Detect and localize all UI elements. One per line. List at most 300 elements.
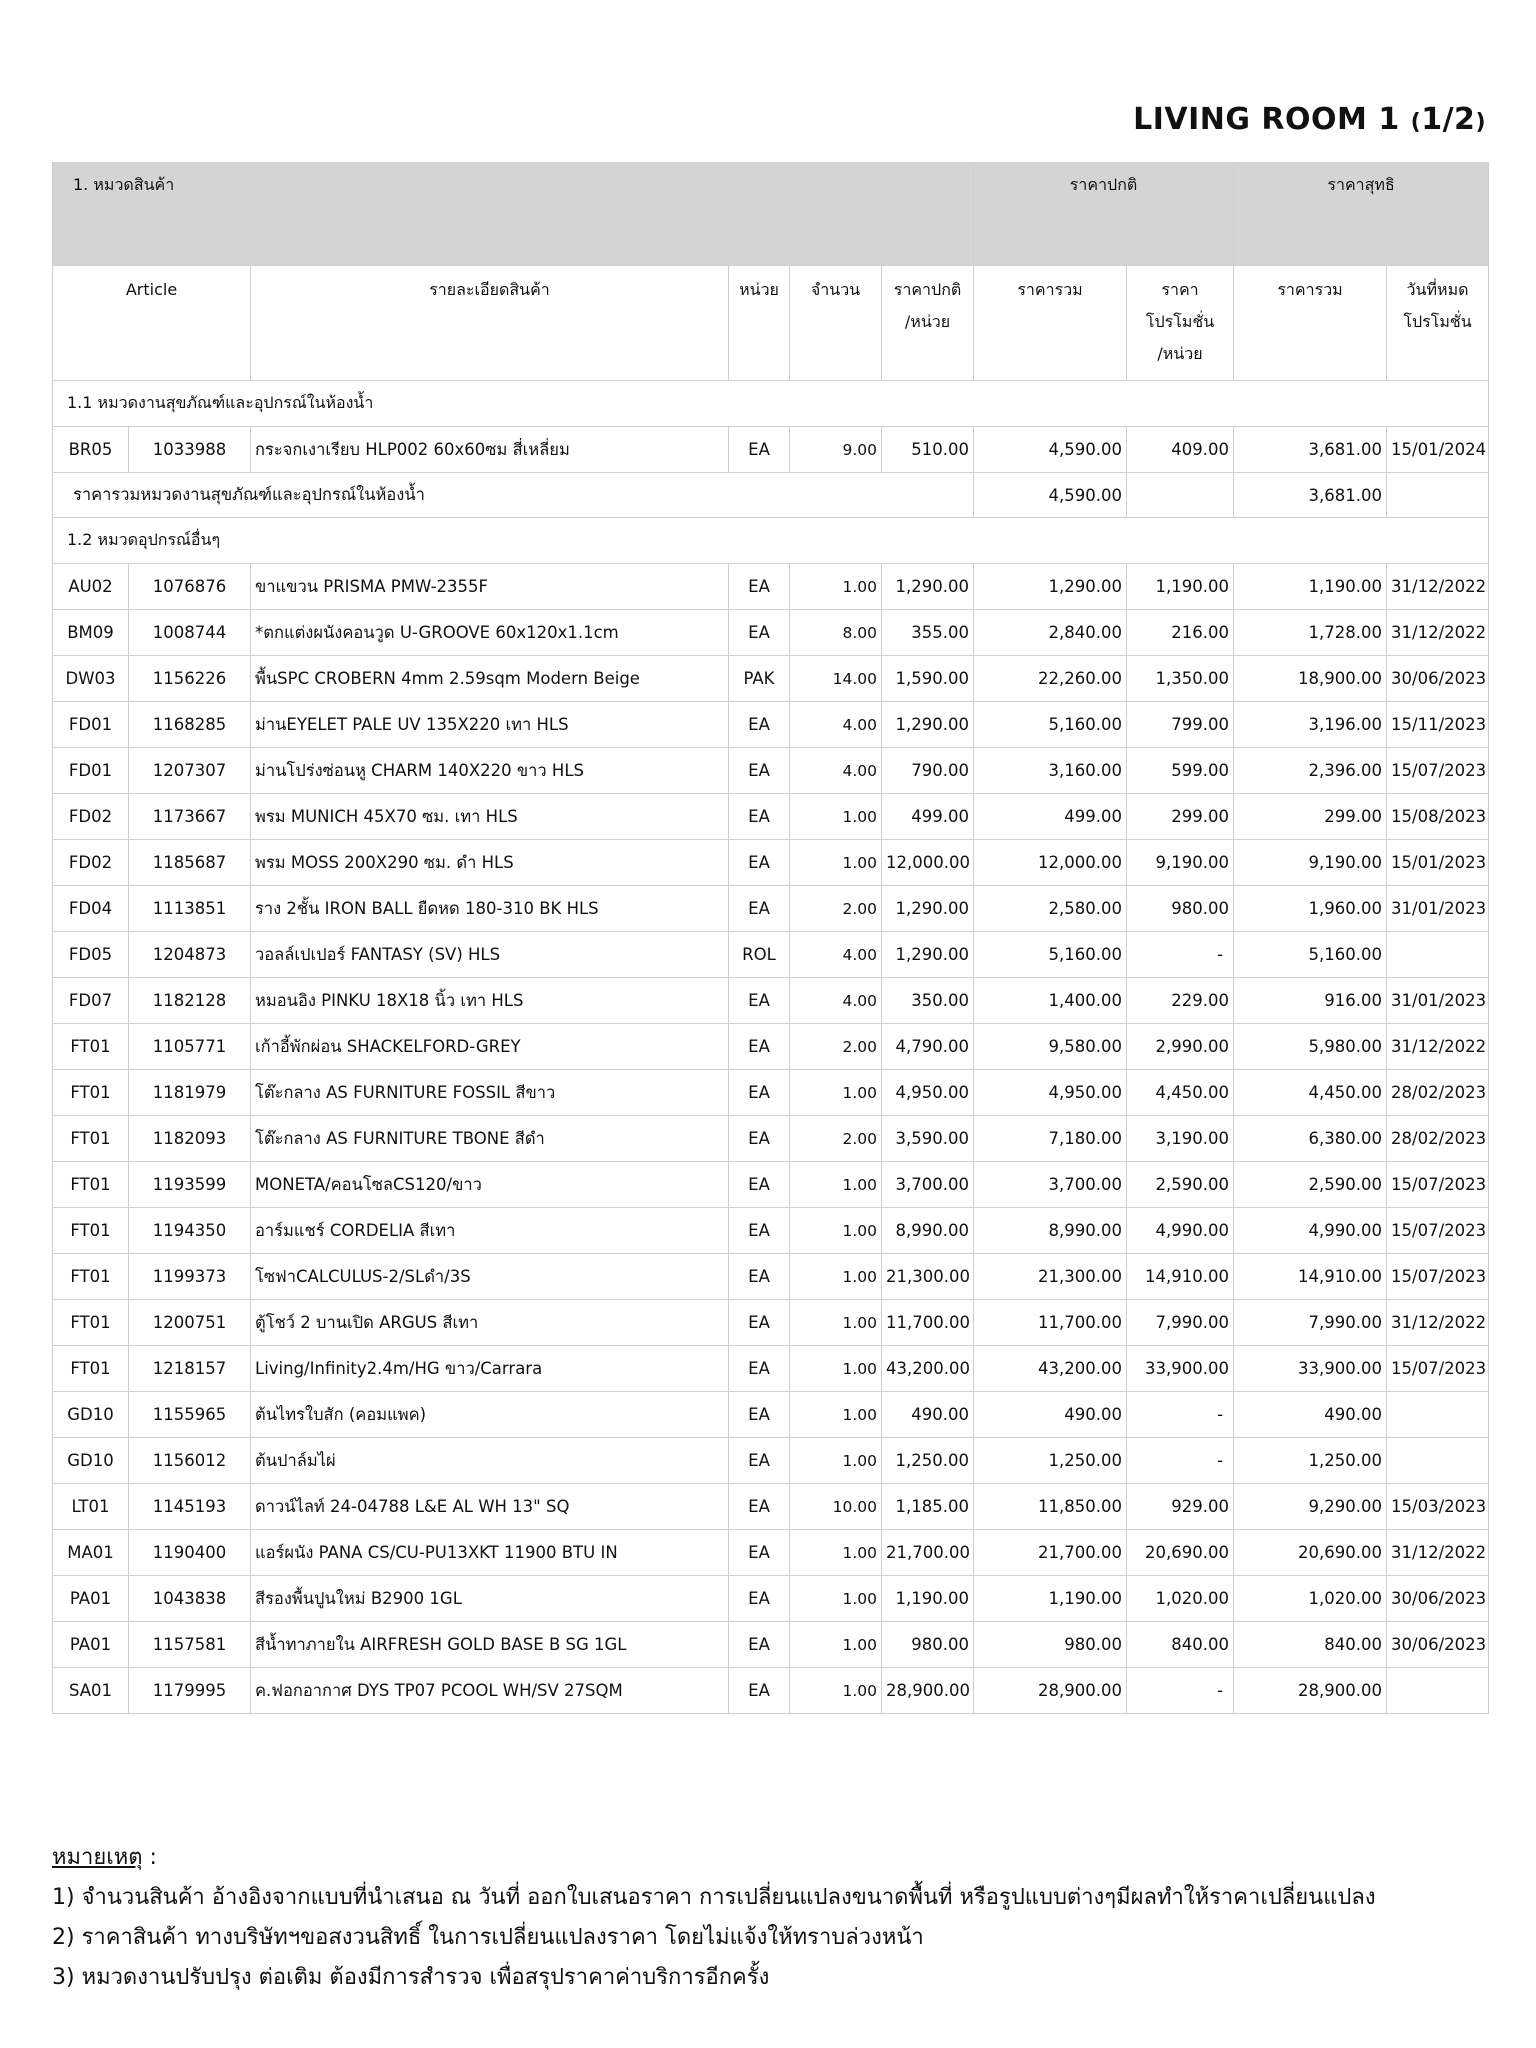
normal-price-group-header: ราคาปกติ bbox=[974, 163, 1234, 266]
item-promo-expiry: 28/02/2023 bbox=[1387, 1070, 1489, 1116]
item-unit-price: 510.00 bbox=[882, 427, 974, 473]
table-row bbox=[53, 1162, 1489, 1208]
item-promo-expiry bbox=[1387, 932, 1489, 978]
table-row bbox=[53, 1622, 1489, 1668]
item-net-total: 3,196.00 bbox=[1234, 702, 1387, 748]
item-unit: EA bbox=[729, 748, 790, 794]
item-net-total: 14,910.00 bbox=[1234, 1254, 1387, 1300]
item-total: 2,840.00 bbox=[974, 610, 1127, 656]
item-promo-expiry: 31/01/2023 bbox=[1387, 978, 1489, 1024]
item-description: กระจกเงาเรียบ HLP002 60x60ซม สี่เหลี่ยม bbox=[251, 427, 729, 473]
subtotal-empty-cell bbox=[1387, 473, 1489, 518]
item-net-total: 7,990.00 bbox=[1234, 1300, 1387, 1346]
item-unit: EA bbox=[729, 1392, 790, 1438]
item-quantity: 1.00 bbox=[790, 1208, 882, 1254]
table-row bbox=[53, 1530, 1489, 1576]
item-net-total: 1,020.00 bbox=[1234, 1576, 1387, 1622]
item-unit: EA bbox=[729, 1070, 790, 1116]
item-total: 1,190.00 bbox=[974, 1576, 1127, 1622]
item-code: PA01 bbox=[53, 1576, 129, 1622]
item-code: FT01 bbox=[53, 1208, 129, 1254]
item-total: 1,250.00 bbox=[974, 1438, 1127, 1484]
item-net-total: 1,728.00 bbox=[1234, 610, 1387, 656]
item-net-total: 33,900.00 bbox=[1234, 1346, 1387, 1392]
table-row bbox=[53, 1576, 1489, 1622]
item-promo-price: 2,590.00 bbox=[1127, 1162, 1234, 1208]
item-quantity: 10.00 bbox=[790, 1484, 882, 1530]
item-net-total: 6,380.00 bbox=[1234, 1116, 1387, 1162]
item-unit: EA bbox=[729, 1484, 790, 1530]
item-quantity: 4.00 bbox=[790, 702, 882, 748]
item-unit: EA bbox=[729, 1438, 790, 1484]
item-code: FD01 bbox=[53, 702, 129, 748]
item-quantity: 9.00 bbox=[790, 427, 882, 473]
item-description: พื้นSPC CROBERN 4mm 2.59sqm Modern Beige bbox=[251, 656, 729, 702]
item-promo-expiry: 15/08/2023 bbox=[1387, 794, 1489, 840]
item-description: วอลล์เปเปอร์ FANTASY (SV) HLS bbox=[251, 932, 729, 978]
item-unit: EA bbox=[729, 1162, 790, 1208]
item-unit-price: 980.00 bbox=[882, 1622, 974, 1668]
item-promo-price: - bbox=[1127, 932, 1234, 978]
item-quantity: 1.00 bbox=[790, 794, 882, 840]
item-description: อาร์มแชร์ CORDELIA สีเทา bbox=[251, 1208, 729, 1254]
item-promo-price: 1,020.00 bbox=[1127, 1576, 1234, 1622]
item-net-total: 840.00 bbox=[1234, 1622, 1387, 1668]
item-promo-expiry: 30/06/2023 bbox=[1387, 1576, 1489, 1622]
column-header-unit-price-line1: ราคาปกติ bbox=[893, 280, 962, 299]
item-promo-price: 2,990.00 bbox=[1127, 1024, 1234, 1070]
item-article: 1168285 bbox=[129, 702, 251, 748]
item-unit-price: 3,700.00 bbox=[882, 1162, 974, 1208]
item-description: ราง 2ชั้น IRON BALL ยืดหด 180-310 BK HLS bbox=[251, 886, 729, 932]
item-unit: EA bbox=[729, 1346, 790, 1392]
item-promo-price: 33,900.00 bbox=[1127, 1346, 1234, 1392]
item-description: สีรองพื้นปูนใหม่ B2900 1GL bbox=[251, 1576, 729, 1622]
item-code: GD10 bbox=[53, 1438, 129, 1484]
item-description: โต๊ะกลาง AS FURNITURE TBONE สีดำ bbox=[251, 1116, 729, 1162]
item-quantity: 1.00 bbox=[790, 1530, 882, 1576]
item-quantity: 1.00 bbox=[790, 1162, 882, 1208]
item-promo-expiry: 15/07/2023 bbox=[1387, 1162, 1489, 1208]
page-title bbox=[1133, 102, 1486, 137]
item-unit-price: 499.00 bbox=[882, 794, 974, 840]
item-quantity: 1.00 bbox=[790, 564, 882, 610]
item-code: DW03 bbox=[53, 656, 129, 702]
table-row bbox=[53, 1668, 1489, 1714]
table-row bbox=[53, 932, 1489, 978]
item-description: หมอนอิง PINKU 18X18 นิ้ว เทา HLS bbox=[251, 978, 729, 1024]
item-total: 1,400.00 bbox=[974, 978, 1127, 1024]
item-promo-price: 980.00 bbox=[1127, 886, 1234, 932]
notes-colon: : bbox=[142, 1845, 157, 1870]
item-unit-price: 1,290.00 bbox=[882, 932, 974, 978]
item-unit: EA bbox=[729, 1208, 790, 1254]
item-total: 3,160.00 bbox=[974, 748, 1127, 794]
item-code: AU02 bbox=[53, 564, 129, 610]
item-article: 1173667 bbox=[129, 794, 251, 840]
page-title-paren-close: ) bbox=[1475, 110, 1486, 135]
item-unit: EA bbox=[729, 427, 790, 473]
item-promo-price: 7,990.00 bbox=[1127, 1300, 1234, 1346]
item-net-total: 28,900.00 bbox=[1234, 1668, 1387, 1714]
item-total: 7,180.00 bbox=[974, 1116, 1127, 1162]
item-unit-price: 1,290.00 bbox=[882, 564, 974, 610]
item-unit-price: 4,790.00 bbox=[882, 1024, 974, 1070]
quotation-table bbox=[52, 162, 1489, 1714]
column-header-unit: หน่วย bbox=[729, 266, 790, 381]
table-row bbox=[53, 427, 1489, 473]
item-description: ต้นปาล์มไผ่ bbox=[251, 1438, 729, 1484]
item-article: 1181979 bbox=[129, 1070, 251, 1116]
item-description: พรม MUNICH 45X70 ซม. เทา HLS bbox=[251, 794, 729, 840]
item-promo-expiry: 15/11/2023 bbox=[1387, 702, 1489, 748]
item-description: ต้นไทรใบสัก (คอมแพค) bbox=[251, 1392, 729, 1438]
item-unit-price: 3,590.00 bbox=[882, 1116, 974, 1162]
item-description: ค.ฟอกอากาศ DYS TP07 PCOOL WH/SV 27SQM bbox=[251, 1668, 729, 1714]
column-header-quantity: จำนวน bbox=[790, 266, 882, 381]
item-unit-price: 790.00 bbox=[882, 748, 974, 794]
item-total: 11,850.00 bbox=[974, 1484, 1127, 1530]
item-description: ดาวน์ไลท์ 24-04788 L&E AL WH 13" SQ bbox=[251, 1484, 729, 1530]
item-promo-price: - bbox=[1127, 1392, 1234, 1438]
item-code: BR05 bbox=[53, 427, 129, 473]
item-net-total: 5,160.00 bbox=[1234, 932, 1387, 978]
item-article: 1218157 bbox=[129, 1346, 251, 1392]
item-total: 490.00 bbox=[974, 1392, 1127, 1438]
item-promo-expiry bbox=[1387, 1438, 1489, 1484]
item-code: FT01 bbox=[53, 1024, 129, 1070]
item-quantity: 4.00 bbox=[790, 932, 882, 978]
item-unit-price: 1,185.00 bbox=[882, 1484, 974, 1530]
item-description: ม่านโปร่งซ่อนหู CHARM 140X220 ขาว HLS bbox=[251, 748, 729, 794]
item-unit-price: 1,190.00 bbox=[882, 1576, 974, 1622]
item-unit-price: 490.00 bbox=[882, 1392, 974, 1438]
table-row bbox=[53, 1438, 1489, 1484]
table-group-header bbox=[53, 163, 1489, 266]
item-article: 1113851 bbox=[129, 886, 251, 932]
item-total: 4,590.00 bbox=[974, 427, 1127, 473]
subtotal-net: 3,681.00 bbox=[1234, 473, 1387, 518]
item-promo-price: 840.00 bbox=[1127, 1622, 1234, 1668]
table-row bbox=[53, 564, 1489, 610]
item-description: MONETA/คอนโซลCS120/ขาว bbox=[251, 1162, 729, 1208]
notes-title: หมายเหตุ bbox=[52, 1845, 143, 1870]
item-quantity: 4.00 bbox=[790, 978, 882, 1024]
subtotal-empty-cell bbox=[1127, 473, 1234, 518]
item-net-total: 9,190.00 bbox=[1234, 840, 1387, 886]
item-quantity: 1.00 bbox=[790, 1392, 882, 1438]
item-promo-price: 929.00 bbox=[1127, 1484, 1234, 1530]
note-line: 2) ราคาสินค้า ทางบริษัทฯขอสงวนสิทธิ์ ในการเปลี่ยนแปลงราคา โดยไม่แจ้งให้ทราบล่วงหน้า bbox=[52, 1925, 924, 1950]
item-code: FT01 bbox=[53, 1254, 129, 1300]
table-row bbox=[53, 794, 1489, 840]
item-unit: EA bbox=[729, 1622, 790, 1668]
item-total: 22,260.00 bbox=[974, 656, 1127, 702]
table-row bbox=[53, 748, 1489, 794]
item-article: 1190400 bbox=[129, 1530, 251, 1576]
item-promo-expiry: 31/12/2022 bbox=[1387, 610, 1489, 656]
item-net-total: 1,190.00 bbox=[1234, 564, 1387, 610]
item-unit: EA bbox=[729, 886, 790, 932]
item-net-total: 20,690.00 bbox=[1234, 1530, 1387, 1576]
item-quantity: 1.00 bbox=[790, 840, 882, 886]
item-promo-expiry: 31/12/2022 bbox=[1387, 1530, 1489, 1576]
item-promo-expiry: 30/06/2023 bbox=[1387, 1622, 1489, 1668]
page-title-paren-open: ( bbox=[1410, 110, 1422, 135]
item-unit: EA bbox=[729, 610, 790, 656]
item-total: 5,160.00 bbox=[974, 702, 1127, 748]
item-promo-price: - bbox=[1127, 1438, 1234, 1484]
item-unit: EA bbox=[729, 1254, 790, 1300]
item-promo-price: - bbox=[1127, 1668, 1234, 1714]
item-code: FD02 bbox=[53, 840, 129, 886]
item-article: 1156012 bbox=[129, 1438, 251, 1484]
item-unit: PAK bbox=[729, 656, 790, 702]
item-unit: EA bbox=[729, 564, 790, 610]
item-article: 1155965 bbox=[129, 1392, 251, 1438]
column-header-promo-price bbox=[1127, 266, 1234, 381]
column-header-description: รายละเอียดสินค้า bbox=[251, 266, 729, 381]
column-header-promo-line2: โปรโมชั่น bbox=[1145, 312, 1215, 331]
item-code: FT01 bbox=[53, 1070, 129, 1116]
item-article: 1204873 bbox=[129, 932, 251, 978]
item-total: 21,700.00 bbox=[974, 1530, 1127, 1576]
item-total: 1,290.00 bbox=[974, 564, 1127, 610]
subtotal-label: ราคารวมหมวดงานสุขภัณฑ์และอุปกรณ์ในห้องน้ำ bbox=[53, 473, 974, 518]
section-header-row bbox=[53, 518, 1489, 564]
item-unit-price: 355.00 bbox=[882, 610, 974, 656]
item-promo-expiry: 30/06/2023 bbox=[1387, 656, 1489, 702]
item-unit: EA bbox=[729, 1300, 790, 1346]
item-quantity: 1.00 bbox=[790, 1438, 882, 1484]
item-article: 1033988 bbox=[129, 427, 251, 473]
table-row bbox=[53, 702, 1489, 748]
item-quantity: 14.00 bbox=[790, 656, 882, 702]
page-title-part: 1/2 bbox=[1421, 102, 1476, 137]
item-promo-expiry bbox=[1387, 1668, 1489, 1714]
item-promo-expiry: 31/12/2022 bbox=[1387, 564, 1489, 610]
item-quantity: 1.00 bbox=[790, 1300, 882, 1346]
item-promo-expiry: 15/07/2023 bbox=[1387, 1208, 1489, 1254]
item-quantity: 1.00 bbox=[790, 1070, 882, 1116]
item-unit: EA bbox=[729, 1668, 790, 1714]
item-article: 1043838 bbox=[129, 1576, 251, 1622]
item-article: 1145193 bbox=[129, 1484, 251, 1530]
item-unit-price: 4,950.00 bbox=[882, 1070, 974, 1116]
item-description: พรม MOSS 200X290 ซม. ดำ HLS bbox=[251, 840, 729, 886]
category-header: 1. หมวดสินค้า bbox=[53, 163, 974, 266]
item-article: 1182128 bbox=[129, 978, 251, 1024]
column-header-total: ราคารวม bbox=[974, 266, 1127, 381]
item-promo-price: 299.00 bbox=[1127, 794, 1234, 840]
table-row bbox=[53, 1484, 1489, 1530]
item-unit-price: 43,200.00 bbox=[882, 1346, 974, 1392]
item-code: FT01 bbox=[53, 1346, 129, 1392]
item-description: สีน้ำทาภายใน AIRFRESH GOLD BASE B SG 1GL bbox=[251, 1622, 729, 1668]
column-header-net-total: ราคารวม bbox=[1234, 266, 1387, 381]
item-unit: ROL bbox=[729, 932, 790, 978]
item-net-total: 4,450.00 bbox=[1234, 1070, 1387, 1116]
item-promo-expiry: 15/01/2024 bbox=[1387, 427, 1489, 473]
item-net-total: 916.00 bbox=[1234, 978, 1387, 1024]
item-net-total: 5,980.00 bbox=[1234, 1024, 1387, 1070]
item-promo-expiry: 15/07/2023 bbox=[1387, 1254, 1489, 1300]
item-unit-price: 1,590.00 bbox=[882, 656, 974, 702]
table-column-header bbox=[53, 266, 1489, 381]
item-total: 5,160.00 bbox=[974, 932, 1127, 978]
item-net-total: 299.00 bbox=[1234, 794, 1387, 840]
item-code: LT01 bbox=[53, 1484, 129, 1530]
item-code: FT01 bbox=[53, 1162, 129, 1208]
item-promo-price: 229.00 bbox=[1127, 978, 1234, 1024]
item-promo-price: 3,190.00 bbox=[1127, 1116, 1234, 1162]
item-article: 1156226 bbox=[129, 656, 251, 702]
item-promo-expiry: 31/12/2022 bbox=[1387, 1300, 1489, 1346]
item-quantity: 2.00 bbox=[790, 1024, 882, 1070]
note-line: 1) จำนวนสินค้า อ้างอิงจากแบบที่นำเสนอ ณ วันที่ ออกใบเสนอราคา การเปลี่ยนแปลงขนาดพื้นที่ หรือรูปแบบต่างๆมีผลทำให้ราคาเปลี่ยนแปลง bbox=[52, 1885, 1376, 1910]
notes-heading bbox=[52, 1838, 1492, 1878]
item-promo-expiry: 28/02/2023 bbox=[1387, 1116, 1489, 1162]
item-unit: EA bbox=[729, 702, 790, 748]
table-row bbox=[53, 610, 1489, 656]
item-net-total: 3,681.00 bbox=[1234, 427, 1387, 473]
table-row bbox=[53, 1208, 1489, 1254]
item-total: 9,580.00 bbox=[974, 1024, 1127, 1070]
item-quantity: 2.00 bbox=[790, 1116, 882, 1162]
item-article: 1179995 bbox=[129, 1668, 251, 1714]
item-promo-expiry: 31/01/2023 bbox=[1387, 886, 1489, 932]
item-article: 1182093 bbox=[129, 1116, 251, 1162]
item-unit-price: 28,900.00 bbox=[882, 1668, 974, 1714]
column-header-expire-line1: วันที่หมด bbox=[1406, 280, 1469, 299]
item-unit: EA bbox=[729, 794, 790, 840]
item-article: 1105771 bbox=[129, 1024, 251, 1070]
table-row bbox=[53, 1392, 1489, 1438]
table-row bbox=[53, 840, 1489, 886]
item-total: 980.00 bbox=[974, 1622, 1127, 1668]
item-promo-expiry: 31/12/2022 bbox=[1387, 1024, 1489, 1070]
item-net-total: 4,990.00 bbox=[1234, 1208, 1387, 1254]
item-promo-price: 409.00 bbox=[1127, 427, 1234, 473]
item-total: 2,580.00 bbox=[974, 886, 1127, 932]
item-unit-price: 1,290.00 bbox=[882, 702, 974, 748]
column-header-promo-line3: /หน่วย bbox=[1157, 344, 1203, 363]
item-promo-price: 799.00 bbox=[1127, 702, 1234, 748]
item-unit-price: 12,000.00 bbox=[882, 840, 974, 886]
table-row bbox=[53, 1024, 1489, 1070]
item-unit-price: 350.00 bbox=[882, 978, 974, 1024]
item-quantity: 1.00 bbox=[790, 1576, 882, 1622]
table-row bbox=[53, 656, 1489, 702]
item-code: FT01 bbox=[53, 1116, 129, 1162]
item-net-total: 2,590.00 bbox=[1234, 1162, 1387, 1208]
column-header-promo-expiry bbox=[1387, 266, 1489, 381]
item-quantity: 1.00 bbox=[790, 1622, 882, 1668]
item-unit-price: 11,700.00 bbox=[882, 1300, 974, 1346]
item-promo-price: 4,450.00 bbox=[1127, 1070, 1234, 1116]
item-total: 11,700.00 bbox=[974, 1300, 1127, 1346]
page-title-main: LIVING ROOM 1 bbox=[1133, 102, 1411, 137]
item-code: PA01 bbox=[53, 1622, 129, 1668]
subtotal-row bbox=[53, 473, 1489, 518]
item-quantity: 2.00 bbox=[790, 886, 882, 932]
item-code: FD02 bbox=[53, 794, 129, 840]
table-row bbox=[53, 886, 1489, 932]
item-promo-price: 20,690.00 bbox=[1127, 1530, 1234, 1576]
item-article: 1207307 bbox=[129, 748, 251, 794]
item-code: FT01 bbox=[53, 1300, 129, 1346]
item-description: Living/Infinity2.4m/HG ขาว/Carrara bbox=[251, 1346, 729, 1392]
item-promo-expiry: 15/03/2023 bbox=[1387, 1484, 1489, 1530]
item-unit-price: 21,300.00 bbox=[882, 1254, 974, 1300]
item-unit: EA bbox=[729, 840, 790, 886]
item-description: โซฟาCALCULUS-2/SLดำ/3S bbox=[251, 1254, 729, 1300]
column-header-promo-line1: ราคา bbox=[1161, 280, 1199, 299]
item-promo-price: 1,190.00 bbox=[1127, 564, 1234, 610]
item-unit-price: 1,250.00 bbox=[882, 1438, 974, 1484]
section-header-row bbox=[53, 381, 1489, 427]
item-description: ตู้โชว์ 2 บานเปิด ARGUS สีเทา bbox=[251, 1300, 729, 1346]
table-row bbox=[53, 1254, 1489, 1300]
item-code: FD01 bbox=[53, 748, 129, 794]
item-unit: EA bbox=[729, 1530, 790, 1576]
column-header-expire-line2: โปรโมชั่น bbox=[1403, 312, 1472, 331]
item-promo-expiry: 15/07/2023 bbox=[1387, 1346, 1489, 1392]
item-code: BM09 bbox=[53, 610, 129, 656]
table-row bbox=[53, 1116, 1489, 1162]
item-description: แอร์ผนัง PANA CS/CU-PU13XKT 11900 BTU IN bbox=[251, 1530, 729, 1576]
item-article: 1199373 bbox=[129, 1254, 251, 1300]
item-unit: EA bbox=[729, 1116, 790, 1162]
item-code: GD10 bbox=[53, 1392, 129, 1438]
item-description: เก้าอี้พักผ่อน SHACKELFORD-GREY bbox=[251, 1024, 729, 1070]
table-row bbox=[53, 1346, 1489, 1392]
item-quantity: 1.00 bbox=[790, 1346, 882, 1392]
item-article: 1185687 bbox=[129, 840, 251, 886]
item-code: SA01 bbox=[53, 1668, 129, 1714]
item-total: 43,200.00 bbox=[974, 1346, 1127, 1392]
item-unit: EA bbox=[729, 1576, 790, 1622]
column-header-unit-price bbox=[882, 266, 974, 381]
item-article: 1076876 bbox=[129, 564, 251, 610]
item-net-total: 490.00 bbox=[1234, 1392, 1387, 1438]
item-total: 4,950.00 bbox=[974, 1070, 1127, 1116]
notes-block bbox=[52, 1838, 1492, 1998]
item-description: *ตกแต่งผนังคอนวูด U-GROOVE 60x120x1.1cm bbox=[251, 610, 729, 656]
item-unit: EA bbox=[729, 1024, 790, 1070]
item-code: FD04 bbox=[53, 886, 129, 932]
item-article: 1194350 bbox=[129, 1208, 251, 1254]
item-article: 1157581 bbox=[129, 1622, 251, 1668]
item-promo-price: 4,990.00 bbox=[1127, 1208, 1234, 1254]
item-unit-price: 1,290.00 bbox=[882, 886, 974, 932]
item-promo-price: 1,350.00 bbox=[1127, 656, 1234, 702]
item-promo-expiry: 15/01/2023 bbox=[1387, 840, 1489, 886]
item-description: โต๊ะกลาง AS FURNITURE FOSSIL สีขาว bbox=[251, 1070, 729, 1116]
net-price-group-header: ราคาสุทธิ bbox=[1234, 163, 1489, 266]
item-total: 21,300.00 bbox=[974, 1254, 1127, 1300]
item-quantity: 4.00 bbox=[790, 748, 882, 794]
item-description: ขาแขวน PRISMA PMW-2355F bbox=[251, 564, 729, 610]
item-article: 1200751 bbox=[129, 1300, 251, 1346]
item-promo-price: 9,190.00 bbox=[1127, 840, 1234, 886]
item-net-total: 18,900.00 bbox=[1234, 656, 1387, 702]
item-net-total: 2,396.00 bbox=[1234, 748, 1387, 794]
item-promo-price: 216.00 bbox=[1127, 610, 1234, 656]
item-promo-price: 599.00 bbox=[1127, 748, 1234, 794]
item-article: 1193599 bbox=[129, 1162, 251, 1208]
table-row bbox=[53, 978, 1489, 1024]
